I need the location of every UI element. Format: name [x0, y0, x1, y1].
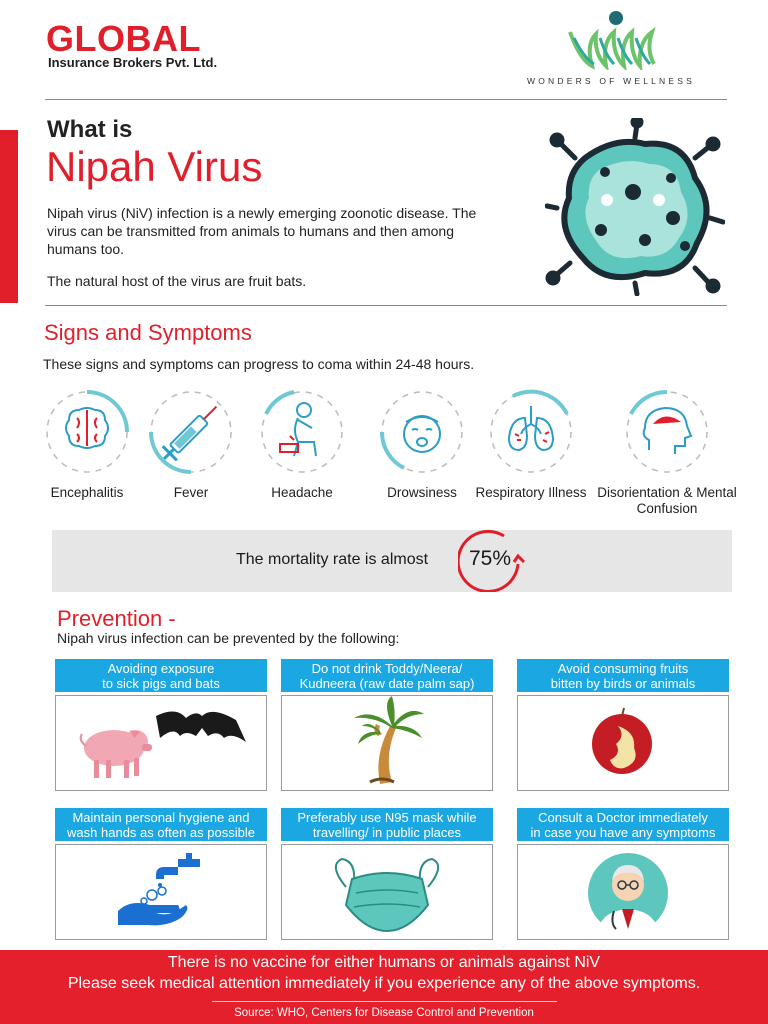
footer-source: Source: WHO, Centers for Disease Control and Prevention — [234, 1007, 534, 1019]
pig-bat-icon — [56, 696, 266, 790]
confused-head-icon — [619, 384, 715, 480]
sleepy-face-icon — [374, 384, 470, 480]
prevention-card — [517, 659, 729, 791]
card-heading-line: Kudneera (raw date palm sap) — [299, 675, 475, 691]
partner-tagline: WONDERS OF WELLNESS — [527, 76, 696, 86]
footer-line-2: Please seek medical attention immediately if you experience any of the above symptoms. — [67, 975, 701, 992]
footer-line-1: There is no vaccine for either humans or animals against NiV — [167, 954, 601, 971]
card-heading-line: travelling/ in public places — [312, 824, 462, 840]
card-heading-line: Maintain personal hygiene and — [72, 809, 250, 825]
symptom-label: Respiratory Illness — [475, 485, 587, 500]
prevention-card-image — [517, 844, 729, 940]
intro-host: The natural host of the virus are fruit bats. — [47, 273, 307, 289]
symptom-label: Headache — [271, 485, 333, 500]
card-heading-line: bitten by birds or animals — [550, 675, 696, 691]
intro-lead: What is — [47, 116, 133, 143]
symptom-disorientation — [597, 384, 737, 517]
prevention-title: Prevention - — [57, 606, 176, 631]
symptom-label: Disorientation & Mental Confusion — [597, 485, 737, 516]
brand-subtitle: Insurance Brokers Pvt. Ltd. — [48, 55, 218, 70]
prevention-card-image — [281, 844, 493, 940]
prevention-card-heading — [55, 808, 267, 841]
prevention-card-image — [55, 844, 267, 940]
symptoms-subtitle: These signs and symptoms can progress to coma within 24-48 hours. — [43, 356, 475, 372]
mortality-text: The mortality rate is almost — [236, 551, 429, 568]
brand-logo-text: GLOBAL — [46, 18, 201, 59]
palm-tree-icon — [282, 696, 492, 790]
headache-person-icon — [254, 384, 350, 480]
symptoms-title: Signs and Symptoms — [44, 320, 252, 345]
prevention-card — [281, 659, 493, 791]
card-heading-line: to sick pigs and bats — [102, 675, 220, 691]
card-heading-line: in case you have any symptoms — [530, 824, 716, 840]
symptom-headache — [242, 384, 362, 501]
prevention-subtitle: Nipah virus infection can be prevented by the following: — [57, 630, 400, 646]
virus-icon — [545, 118, 725, 296]
intro-description: Nipah virus (NiV) infection is a newly emerging zoonotic disease. The virus can be transmitted from animals to humans and then among humans too. — [47, 205, 477, 257]
syringe-icon — [143, 384, 239, 480]
card-heading-line: Avoiding exposure — [107, 660, 215, 676]
card-heading-line: wash hands as often as possible — [67, 824, 255, 840]
hand-wash-icon — [56, 845, 266, 939]
prevention-card-image — [517, 695, 729, 791]
lungs-icon — [483, 384, 579, 480]
prevention-card-heading — [281, 808, 493, 841]
brain-icon — [39, 384, 135, 480]
prevention-card — [281, 808, 493, 940]
wonders-of-wellness-logo-icon — [560, 10, 670, 70]
mask-icon — [282, 845, 492, 939]
bitten-apple-icon — [518, 696, 728, 790]
prevention-card-heading — [517, 808, 729, 841]
symptom-drowsiness — [362, 384, 482, 501]
prevention-card-image — [55, 695, 267, 791]
prevention-card-heading — [281, 659, 493, 692]
mortality-value: 75% — [469, 547, 512, 570]
prevention-card — [55, 659, 267, 791]
symptom-label: Drowsiness — [387, 485, 457, 500]
side-accent-bar — [0, 130, 18, 303]
header-divider — [45, 99, 727, 100]
prevention-card-image — [281, 695, 493, 791]
symptom-label: Fever — [173, 485, 209, 500]
footer-divider — [212, 1001, 557, 1002]
symptom-label: Encephalitis — [50, 485, 124, 500]
prevention-card-heading — [55, 659, 267, 692]
page-title: Nipah Virus — [46, 143, 263, 190]
doctor-icon — [518, 845, 728, 939]
symptom-encephalitis — [27, 384, 147, 501]
symptom-respiratory-illness — [471, 384, 591, 501]
card-heading-line: Preferably use N95 mask while — [297, 809, 477, 825]
prevention-card — [517, 808, 729, 940]
card-heading-line: Consult a Doctor immediately — [538, 809, 708, 825]
intro-divider — [45, 305, 727, 306]
symptom-fever — [131, 384, 251, 501]
prevention-card-heading — [517, 659, 729, 692]
card-heading-line: Do not drink Toddy/Neera/ — [311, 660, 463, 676]
prevention-card — [55, 808, 267, 940]
card-heading-line: Avoid consuming fruits — [557, 660, 689, 676]
